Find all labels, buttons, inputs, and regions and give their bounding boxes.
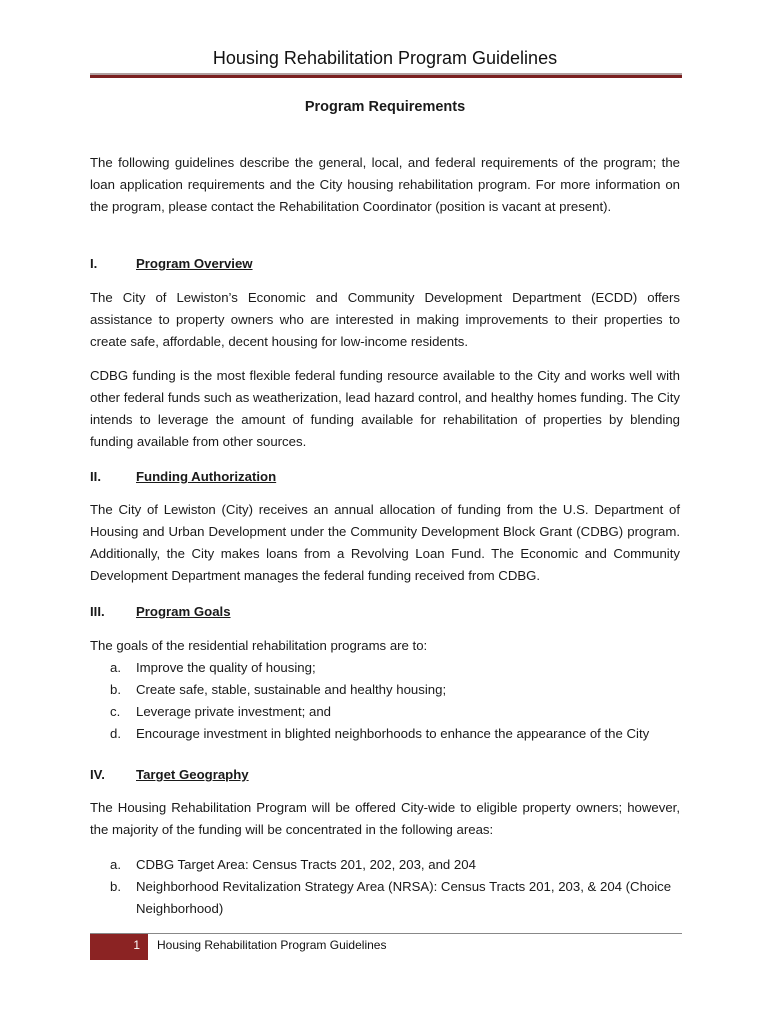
section-number: IV.	[90, 767, 105, 782]
list-text: CDBG Target Area: Census Tracts 201, 202, 203, and 204	[136, 857, 476, 872]
list-marker: a.	[110, 857, 121, 872]
intro-paragraph: The following guidelines describe the general, local, and federal requirements of the program; the loan application requirements and the City housing rehabilitation program. For more information on the program, please contact the Rehabilitation Coordinator (position is vacant at present).	[90, 155, 680, 214]
list-text: Create safe, stable, sustainable and healthy housing;	[136, 682, 447, 697]
funding-paragraph: The City of Lewiston (City) receives an annual allocation of funding from the U.S. Department of Housing and Urban Development under the Community Development Block Grant (CDBG) program. Additionally, the City makes loans from a Revolving Loan Fund. The Economic and Community Development Department manages the federal funding received from CDBG.	[90, 502, 680, 583]
section-title: Program Overview	[136, 256, 253, 271]
section-title: Program Goals	[136, 604, 231, 619]
list-marker: b.	[110, 879, 121, 894]
overview-paragraph-1: The City of Lewiston’s Economic and Community Development Department (ECDD) offers assistance to property owners who are interested in making improvements to their properties to create safe, affordable, decent housing for low-income residents.	[90, 290, 680, 349]
list-text: Improve the quality of housing;	[136, 660, 316, 675]
section-number: III.	[90, 604, 105, 619]
header-rule	[90, 75, 682, 78]
section-title: Funding Authorization	[136, 469, 277, 484]
list-marker: c.	[110, 704, 121, 719]
list-marker: b.	[110, 682, 121, 697]
geography-paragraph: The Housing Rehabilitation Program will be offered City-wide to eligible property owners; however, the majority of the funding will be concentrated in the following areas:	[90, 800, 680, 837]
section-number: I.	[90, 256, 98, 271]
list-marker: a.	[110, 660, 121, 675]
overview-paragraph-2: CDBG funding is the most flexible federal funding resource available to the City and works well with other federal funds such as weatherization, lead hazard control, and healthy homes funding. The City intends to leverage the amount of funding available for rehabilitation of properties by blending funding available from other sources.	[90, 368, 680, 449]
list-text: Leverage private investment; and	[136, 704, 331, 719]
list-text: Neighborhood Revitalization Strategy Area (NRSA): Census Tracts 201, 203, & 204 (Choice Neighborhood)	[136, 879, 672, 916]
goals-paragraph: The goals of the residential rehabilitation programs are to:	[90, 638, 428, 653]
list-marker: d.	[110, 726, 121, 741]
footer-title: Housing Rehabilitation Program Guidelines	[157, 938, 387, 952]
list-text: Encourage investment in blighted neighborhoods to enhance the appearance of the City	[136, 726, 650, 741]
footer-page-number: 1	[133, 938, 140, 952]
page-header-title: Housing Rehabilitation Program Guidelines	[212, 48, 558, 68]
page-title: Program Requirements	[304, 99, 466, 115]
section-number: II.	[90, 469, 101, 484]
section-title: Target Geography	[136, 767, 249, 782]
footer-rule	[90, 933, 682, 934]
